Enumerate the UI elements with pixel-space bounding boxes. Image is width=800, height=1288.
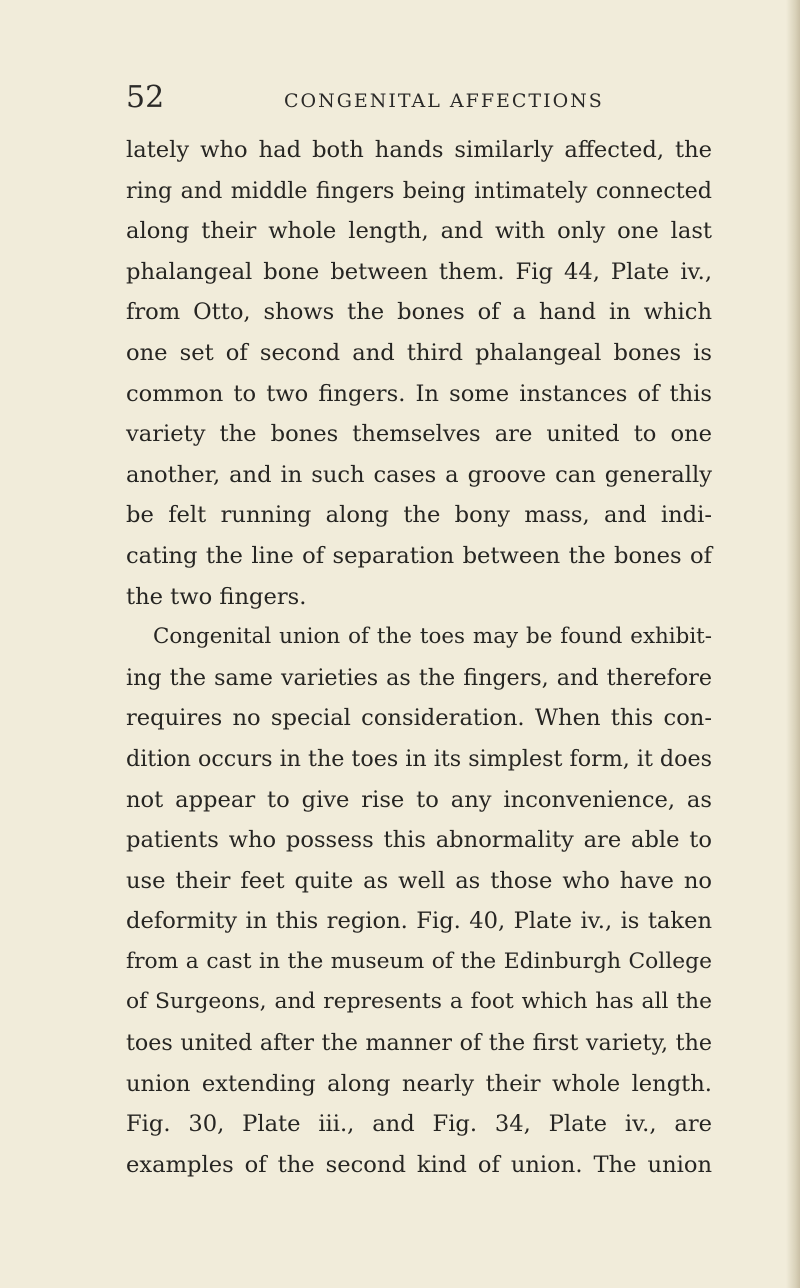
text-line: variety the bones themselves are united to one (126, 421, 712, 448)
paragraph-end-line: the two fingers. (126, 583, 307, 610)
page-number: 52 (126, 80, 165, 115)
running-head: CONGENITAL AFFECTIONS (284, 90, 604, 112)
text-line: be felt running along the bony mass, and indi- (126, 502, 712, 529)
text-line: of Surgeons, and represents a foot which has all the (126, 989, 712, 1015)
text-line: cating the line of separation between the bones of (126, 542, 712, 569)
text-line: another, and in such cases a groove can generally (126, 461, 712, 488)
text-line: not appear to give rise to any inconvenience, as (126, 786, 712, 813)
page-header (0, 78, 800, 118)
text-line: one set of second and third phalangeal bones is (126, 339, 712, 366)
text-line: from a cast in the museum of the Edinburgh College (126, 948, 712, 974)
text-line: Fig. 30, Plate iii., and Fig. 34, Plate iv., are (126, 1111, 712, 1138)
text-line: dition occurs in the toes in its simplest form, it does (126, 745, 712, 772)
page-edge-shadow (786, 0, 800, 1288)
text-line: along their whole length, and with only one last (126, 218, 712, 245)
paragraph-start-line: Congenital union of the toes may be found exhibit- (153, 624, 712, 650)
text-line: lately who had both hands similarly affected, the (126, 137, 712, 163)
text-line: use their feet quite as well as those who have no (126, 867, 712, 894)
text-line: toes united after the manner of the first variety, the (126, 1030, 712, 1057)
text-line: patients who possess this abnormality are able to (126, 827, 712, 854)
text-line: ing the same varieties as the fingers, and therefore (126, 664, 712, 691)
text-line: examples of the second kind of union. The union (126, 1151, 712, 1178)
text-line: deformity in this region. Fig. 40, Plate iv., is taken (126, 908, 712, 935)
text-line: from Otto, shows the bones of a hand in which (126, 299, 712, 326)
body-text (126, 130, 712, 1185)
text-line: phalangeal bone between them. Fig 44, Plate iv., (126, 258, 712, 285)
text-line: requires no special consideration. When this con- (126, 705, 712, 732)
text-line: ring and middle fingers being intimately connected (126, 177, 712, 204)
text-line: union extending along nearly their whole length. (126, 1070, 712, 1097)
text-line: common to two fingers. In some instances of this (126, 380, 712, 407)
